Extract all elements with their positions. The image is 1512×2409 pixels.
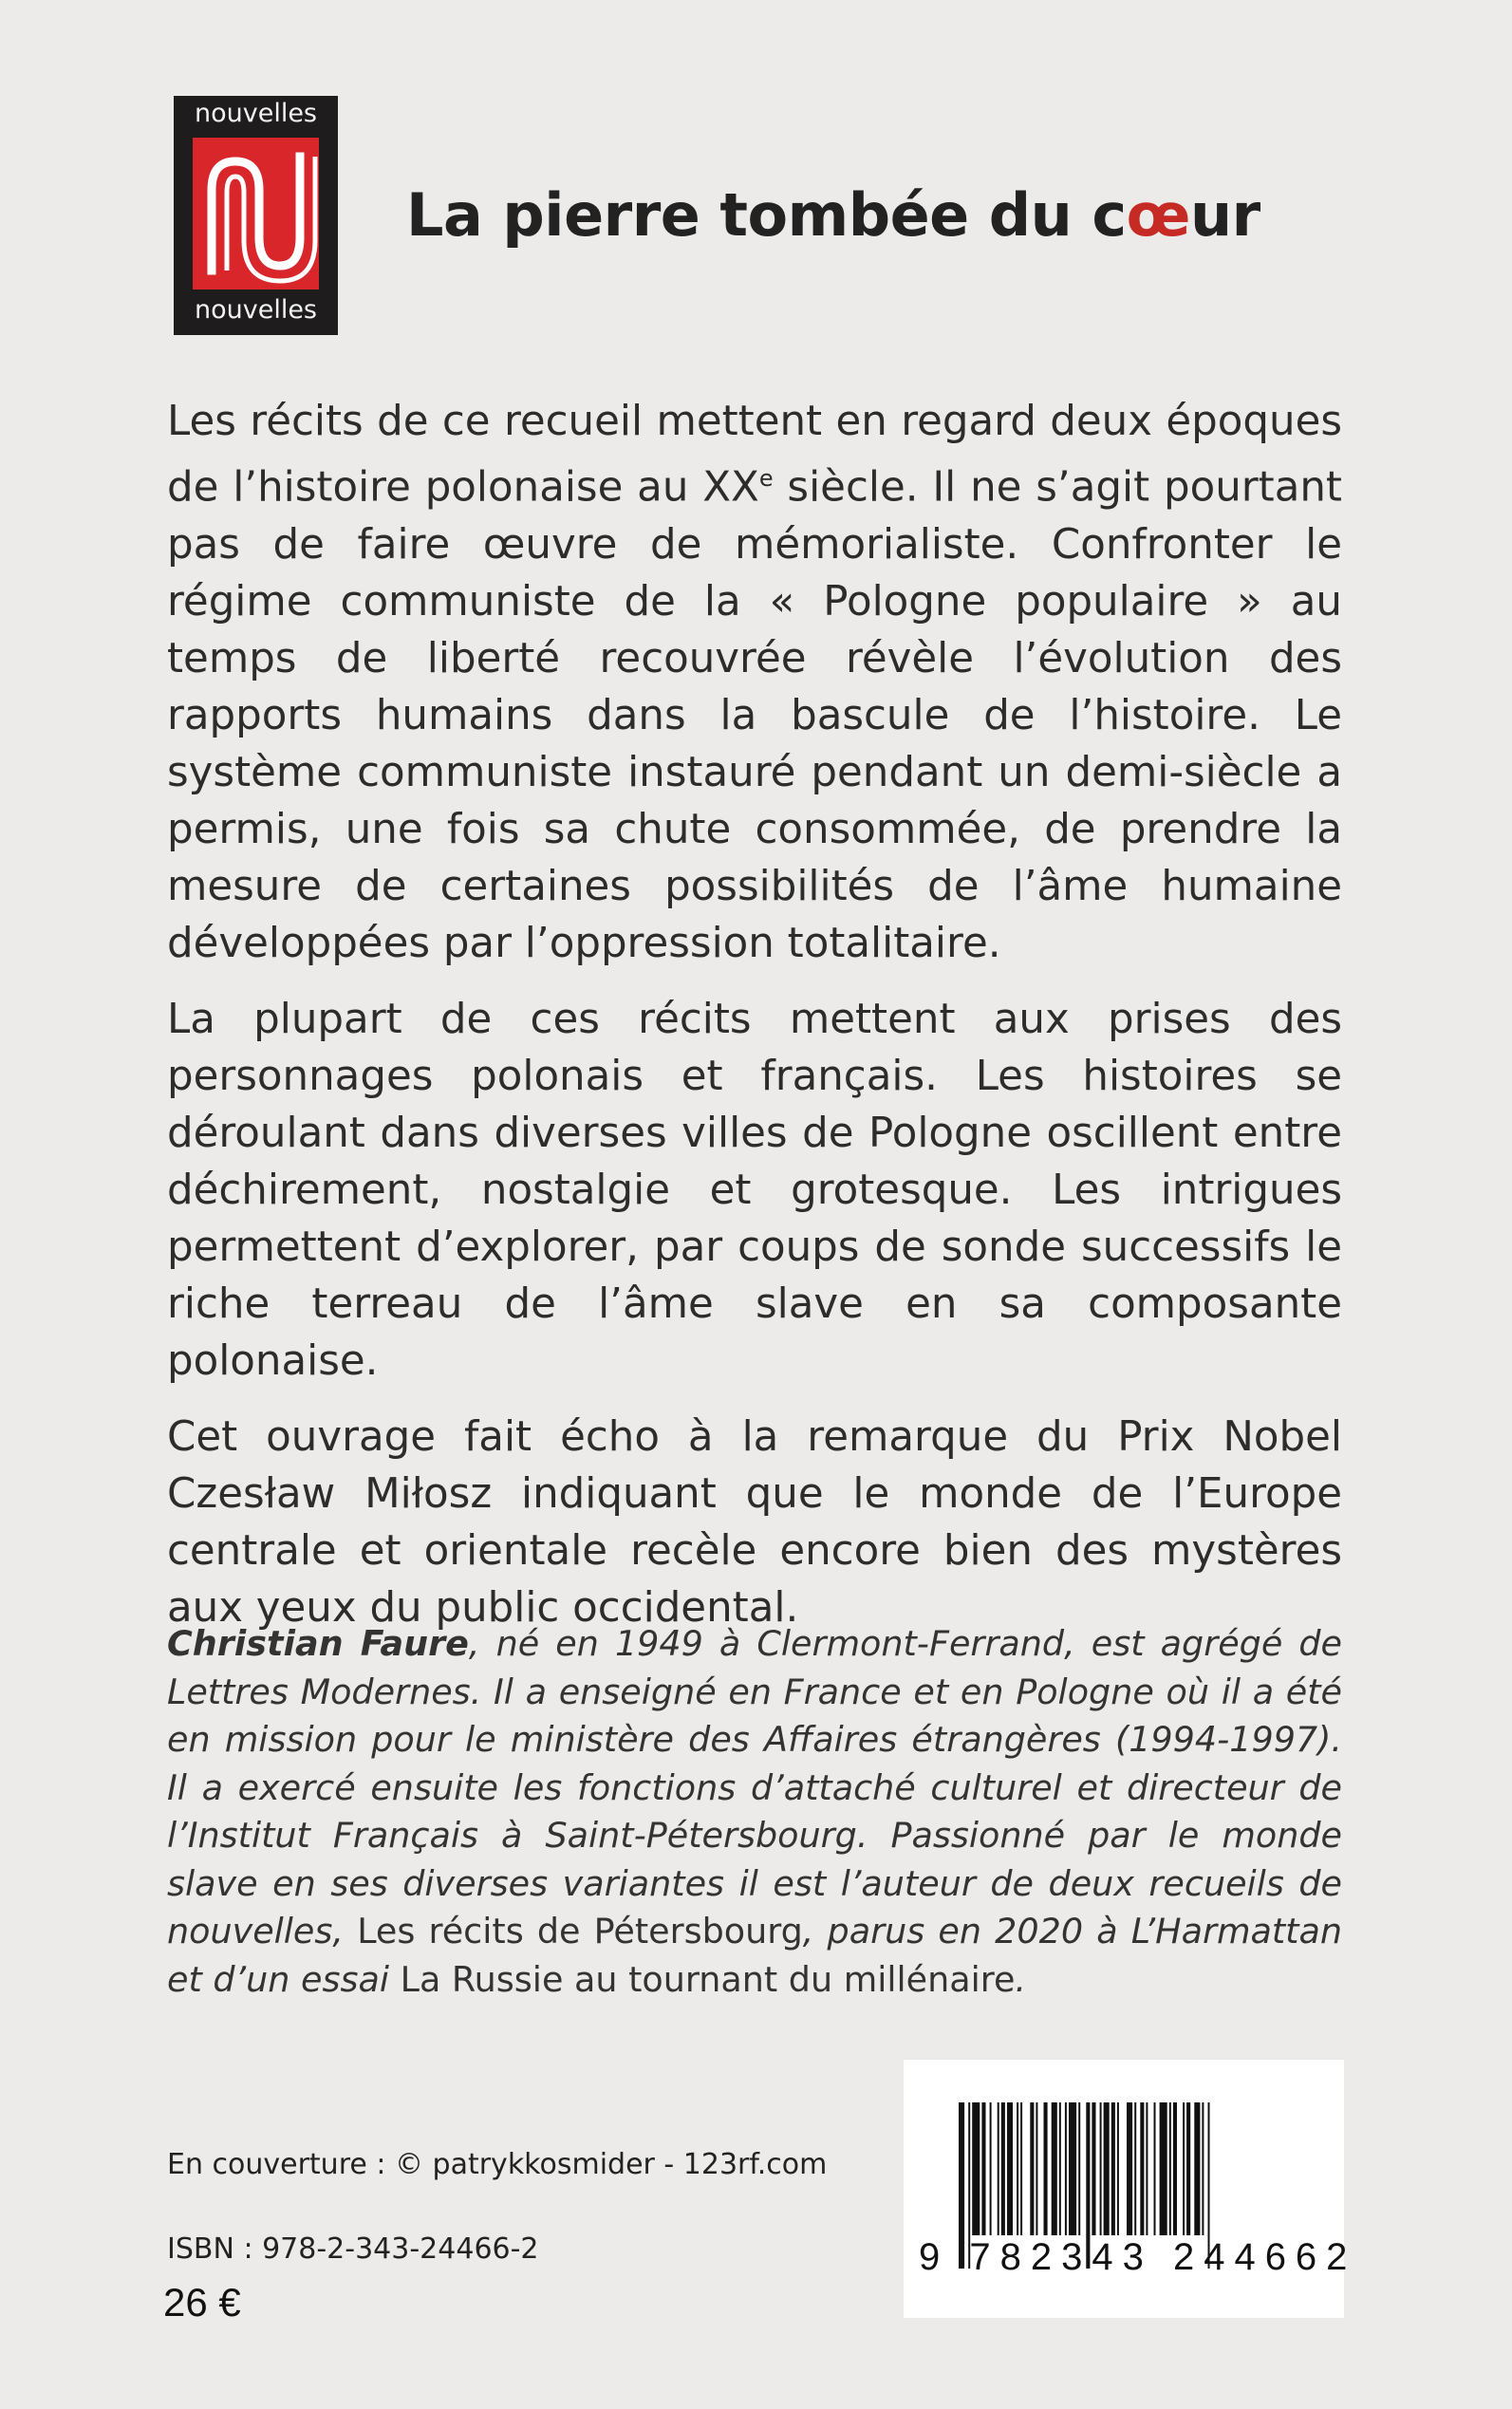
barcode-digits: 9 782343 244662 — [919, 2236, 1357, 2278]
barcode-bar — [1092, 2102, 1095, 2235]
barcode-bar — [1059, 2102, 1061, 2235]
barcode-bar — [1186, 2102, 1190, 2235]
author-bio — [167, 1620, 1342, 2004]
barcode-bar — [1169, 2102, 1171, 2235]
barcode-bar — [1202, 2102, 1204, 2235]
barcode-bar — [1140, 2102, 1144, 2235]
synopsis-paragraph-2: La plupart de ces récits mettent aux prises des personnages polonais et français. Les histoires se déroulant dans diverses villes de Pologne oscillent entre déchirement, nostalgie et grotesque. Les intrigues permettent d’explorer, par coups de sonde successifs le riche terreau de l’âme slave en sa composante polonaise. — [167, 995, 1342, 1385]
barcode-bar — [1020, 2102, 1022, 2235]
logo-top-text: nouvelles — [194, 99, 317, 128]
bio-text-2: , parus en 2020 à L’Harmattan et d’un essai — [167, 1911, 1342, 2000]
barcode-bar — [1100, 2102, 1102, 2235]
isbn-text: ISBN : 978-2-343-24466-2 — [167, 2232, 539, 2266]
book-title — [406, 180, 1260, 250]
title-end: ur — [1190, 180, 1260, 250]
p1-superscript: e — [758, 465, 774, 492]
logo-nu-mark — [193, 138, 319, 289]
barcode-bars — [904, 2060, 1357, 2318]
title-accent-ligature: œ — [1126, 180, 1191, 250]
barcode-bar — [1036, 2102, 1037, 2235]
barcode-bar — [1078, 2102, 1080, 2235]
price: 26 € — [163, 2280, 241, 2325]
title-main: La pierre tombée du c — [406, 180, 1127, 250]
barcode-bar — [1001, 2102, 1005, 2235]
p1-text-b: siècle. Il ne s’agit pourtant pas de faire œuvre de mémorialiste. Confronter le régime communiste de la « Pologne populaire » au temps de liberté recouvrée révèle l’évolution des rapports humains dans la bascule de l’histoire. Le système communiste instauré pendant un demi-siècle a permis, une fois sa chute consommée, de prendre la mesure de certaines possibilités de l’âme humaine développées par l’oppression totalitaire. — [167, 463, 1342, 967]
logo-bottom-text: nouvelles — [194, 295, 317, 325]
cover-credit: En couverture : © patrykkosmider - 123rf.com — [167, 2148, 828, 2181]
barcode-bar — [1017, 2102, 1018, 2235]
author-name: Christian Faure — [167, 1623, 469, 1664]
synopsis — [167, 393, 1342, 1655]
barcode-bar — [1007, 2102, 1013, 2235]
synopsis-paragraph-1 — [167, 393, 1342, 972]
barcode-bar — [1069, 2102, 1076, 2235]
bio-text-1: , né en 1949 à Clermont-Ferrand, est agrégé de Lettres Modernes. Il a enseigné en France et en Pologne où il a été en mission pour le ministère des Affaires étrangères (1994-1997). Il a exercé ensuite les fonctions d’attaché culturel et directeur de l’Institut Français à Saint-Pétersbourg. Passionné par le monde slave en ses diverses variantes il est l’auteur de deux recueils de nouvelles, — [167, 1623, 1342, 1951]
publisher-logo — [174, 96, 338, 335]
barcode-bar — [1160, 2102, 1167, 2235]
bio-book-2: La Russie au tournant du millénaire — [400, 1958, 1016, 2000]
barcode-bar — [1030, 2102, 1034, 2235]
barcode-bar — [1044, 2102, 1048, 2235]
barcode-bar — [1065, 2102, 1067, 2235]
barcode — [904, 2060, 1357, 2318]
barcode-bar — [1117, 2102, 1119, 2235]
bio-book-1: Les récits de Pétersbourg — [357, 1911, 803, 1951]
barcode-bar — [1183, 2102, 1185, 2235]
barcode-bar — [1127, 2102, 1132, 2235]
barcode-bar — [1134, 2102, 1136, 2235]
barcode-bar — [1173, 2102, 1177, 2235]
barcode-bar — [1104, 2102, 1110, 2235]
bio-text-3: . — [1015, 1958, 1027, 2000]
barcode-bar — [1154, 2102, 1156, 2235]
synopsis-paragraph-3: Cet ouvrage fait écho à la remarque du Prix Nobel Czesław Miłosz indiquant que le monde de l’Europe centrale et orientale recèle encore bien des mystères aux yeux du public occidental. — [167, 1412, 1342, 1632]
barcode-bar — [1111, 2102, 1115, 2235]
barcode-bar — [998, 2102, 999, 2235]
barcode-bar — [1052, 2102, 1057, 2235]
p1-text-a: Les récits de ce recueil mettent en regard deux époques de l’histoire polonaise au XX — [167, 398, 1342, 512]
barcode-bar — [990, 2102, 992, 2235]
barcode-bar — [1146, 2102, 1148, 2235]
barcode-bar — [981, 2102, 985, 2235]
barcode-bar — [1194, 2102, 1200, 2235]
barcode-bar — [972, 2102, 980, 2235]
